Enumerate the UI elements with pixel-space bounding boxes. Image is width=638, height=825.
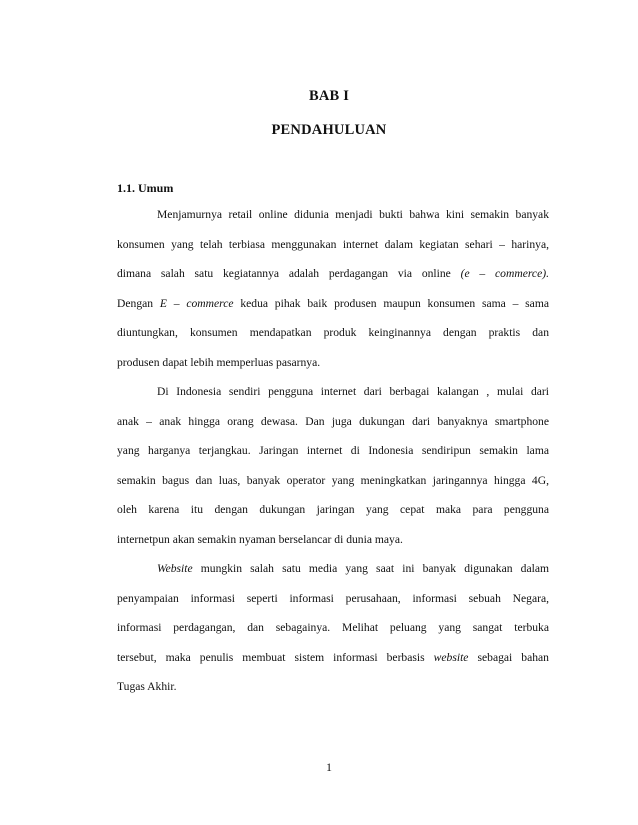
paragraph-2 — [117, 377, 549, 554]
website-term: website — [433, 650, 469, 664]
body-text — [117, 200, 549, 702]
paragraph-line: yang harganya terjangkau. Jaringan internet di Indonesia sendiripun semakin lama — [117, 444, 549, 457]
paragraph-line: produsen dapat lebih memperluas pasarnya. — [117, 355, 321, 369]
paragraph-line: Website mungkin salah satu media yang saat ini banyak digunakan dalam — [157, 562, 549, 575]
paragraph-line: Menjamurnya retail online didunia menjadi bukti bahwa kini semakin banyak — [157, 208, 549, 221]
paragraph-line: dimana salah satu kegiatannya adalah perdagangan via online (e – commerce). — [117, 267, 549, 280]
section-heading: 1.1. Umum — [117, 181, 174, 195]
paragraph-line: anak – anak hingga orang dewasa. Dan juga dukungan dari banyaknya smartphone — [117, 414, 549, 428]
paragraph-line: semakin bagus dan luas, banyak operator yang meningkatkan jaringannya hingga 4G, — [117, 473, 549, 487]
ecommerce-term: E – commerce — [159, 296, 234, 310]
chapter-title: PENDAHULUAN — [271, 122, 387, 138]
paragraph-line: konsumen yang telah terbiasa menggunakan internet dalam kegiatan sehari – harinya, — [117, 237, 549, 251]
paragraph-line: Di Indonesia sendiri pengguna internet dari berbagai kalangan , mulai dari — [157, 385, 549, 398]
paragraph-line: internetpun akan semakin nyaman berselancar di dunia maya. — [117, 532, 403, 546]
paragraph-line: tersebut, maka penulis membuat sistem informasi berbasis website sebagai bahan — [117, 650, 549, 664]
paragraph-line: diuntungkan, konsumen mendapatkan produk keinginannya dengan praktis dan — [117, 326, 549, 339]
paragraph-line: Tugas Akhir. — [117, 680, 177, 693]
ecommerce-term: (e – commerce). — [460, 267, 549, 280]
paragraph-3 — [117, 554, 549, 702]
chapter-label: BAB I — [308, 88, 350, 104]
website-term: Website — [157, 562, 193, 575]
paragraph-line: Dengan E – commerce kedua pihak baik produsen maupun konsumen sama – sama — [117, 296, 549, 310]
paragraph-line: oleh karena itu dengan dukungan jaringan yang cepat maka para pengguna — [117, 503, 549, 516]
paragraph-line: informasi perdagangan, dan sebagainya. Melihat peluang yang sangat terbuka — [117, 621, 549, 634]
paragraph-1 — [117, 200, 549, 377]
paragraph-line: penyampaian informasi seperti informasi perusahaan, informasi sebuah Negara, — [117, 591, 549, 605]
page-number: 1 — [326, 760, 332, 774]
